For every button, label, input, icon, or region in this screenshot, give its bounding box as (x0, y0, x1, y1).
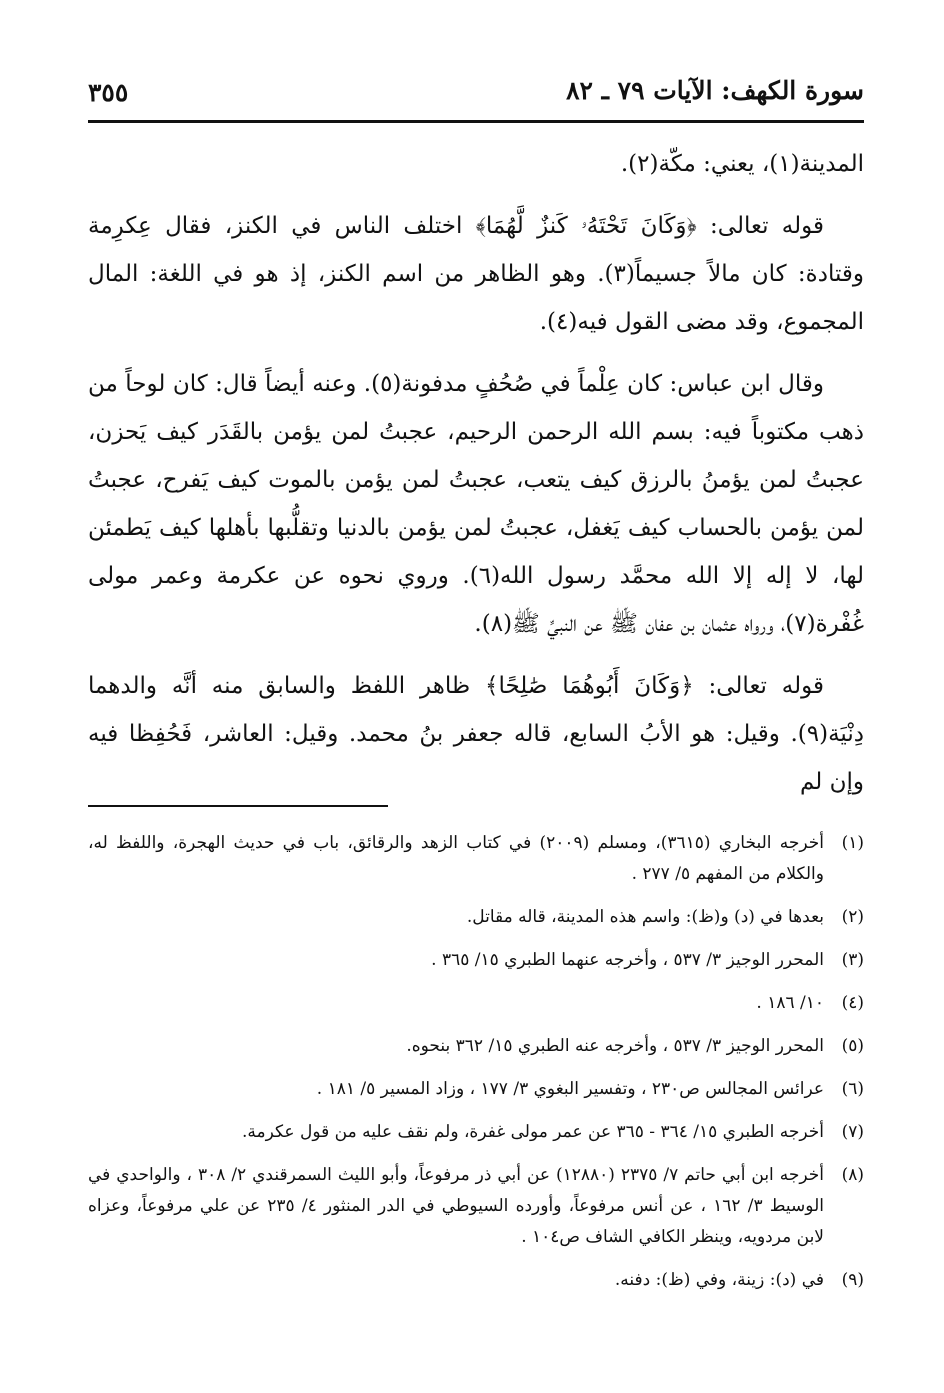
footnote-number: (٨) (841, 1165, 864, 1185)
footnote (88, 1117, 864, 1148)
footnote (88, 902, 864, 933)
body-paragraph: قوله تعالى: ﴿وَكَانَ أَبُوهُمَا صَٰلِحًا﴾ ظاهر اللفظ والسابق منه أنَّه والدهما دِنْيَة(٩). وقيل: هو الأبُ السابع، قاله جعفر بنُ محمد. وقيل: العاشر، فَحُفِظا فيه وإن لم (88, 673, 864, 795)
running-title: سورة الكهف: الآيات ٧٩ ـ ٨٢ (566, 76, 864, 105)
body-paragraph: المدينة(١)، يعني: مكّة(٢). (620, 151, 864, 177)
body-text (88, 140, 864, 820)
footnote-number: (٥) (841, 1036, 864, 1056)
footnote-text: أخرجه ابن أبي حاتم ٧/ ٢٣٧٥ (١٢٨٨٠) عن أبي ذر مرفوعاً، وأبو الليث السمرقندي ٢/ ٣٠٨ ، والواحدي في الوسيط ٣/ ١٦٢ ، عن أنس مرفوعاً، وأورده السيوطي في الدر المنثور ٤/ ٢٣٥ عن علي مرفوعاً، وعزاه لابن مردويه، وينظر الكافي الشاف ص١٠٤ . (88, 1165, 824, 1247)
footnotes (88, 828, 864, 1308)
body-paragraph: قوله تعالى: ﴿وَكَانَ تَحْتَهُۥ كَنزٌ لَّهُمَا﴾ اختلف الناس في الكنز، فقال عِكرِمة وقتادة: كان مالاً جسيماً(٣). وهو الظاهر من اسم الكنز، إذ هو في اللغة: المال المجموع، وقد مضى القول فيه(٤). (88, 213, 864, 335)
footnote (88, 1031, 864, 1062)
page-number: ٣٥٥ (88, 78, 129, 107)
footnote-number: (١) (841, 833, 864, 853)
footnote-number: (٩) (841, 1270, 864, 1290)
footnote-number: (٧) (841, 1122, 864, 1142)
page-header (88, 68, 864, 123)
footnote-number: (٦) (841, 1079, 864, 1099)
footnote-text: بعدها في (د) و(ظ): واسم هذه المدينة، قاله مقاتل. (466, 907, 824, 927)
footnote-text: أخرجه الطبري ١٥/ ٣٦٤ - ٣٦٥ عن عمر مولى غفرة، ولم نقف عليه من قول عكرمة. (242, 1122, 824, 1142)
footnote-text: المحرر الوجيز ٣/ ٥٣٧ ، وأخرجه عنه الطبري ١٥/ ٣٦٢ بنحوه. (406, 1036, 824, 1056)
footnote (88, 988, 864, 1019)
footnote-number: (٤) (841, 993, 864, 1013)
footnote (88, 945, 864, 976)
footnote-number: (٣) (841, 950, 864, 970)
footnote (88, 1265, 864, 1296)
body-paragraph: وقال ابن عباس: كان عِلْماً في صُحُفٍ مدفونة(٥). وعنه أيضاً قال: كان لوحاً من ذهب مكتوباً فيه: بسم الله الرحمن الرحيم، عجبتُ لمن يؤمن بالقَدَر كيف يَحزن، عجبتُ لمن يؤمنُ بالرزق كيف يتعب، عجبتُ لمن يؤمن بالموت كيف يَفرح، عجبتُ لمن يؤمن بالحساب كيف يَغفل، عجبتُ لمن يؤمن بالدنيا وتقلُّبها بأهلها كيف يَطمئن لها، لا إله إلا الله محمَّد رسول الله(٦). وروي نحوه عن عكرمة وعمر مولى غُفْرة(٧)، ورواه عثمان بن عفان ﷺ عن النبيِّ ﷺ(٨). (88, 371, 864, 637)
footnote (88, 1074, 864, 1105)
footnote-divider (88, 805, 388, 807)
footnote-text: في (د): زينة، وفي (ظ): دفنه. (614, 1270, 824, 1290)
footnote (88, 1160, 864, 1253)
footnote-text: المحرر الوجيز ٣/ ٥٣٧ ، وأخرجه عنهما الطبري ١٥/ ٣٦٥ . (431, 950, 824, 970)
footnote-number: (٢) (841, 907, 864, 927)
footnote (88, 828, 864, 890)
footnote-text: ١٠/ ١٨٦ . (756, 993, 824, 1013)
footnote-text: أخرجه البخاري (٣٦١٥)، ومسلم (٢٠٠٩) في كتاب الزهد والرقائق، باب في حديث الهجرة، واللفظ له، والكلام من المفهم ٥/ ٢٧٧ . (88, 833, 824, 884)
footnote-text: عرائس المجالس ص٢٣٠ ، وتفسير البغوي ٣/ ١٧٧ ، وزاد المسير ٥/ ١٨١ . (316, 1079, 824, 1099)
